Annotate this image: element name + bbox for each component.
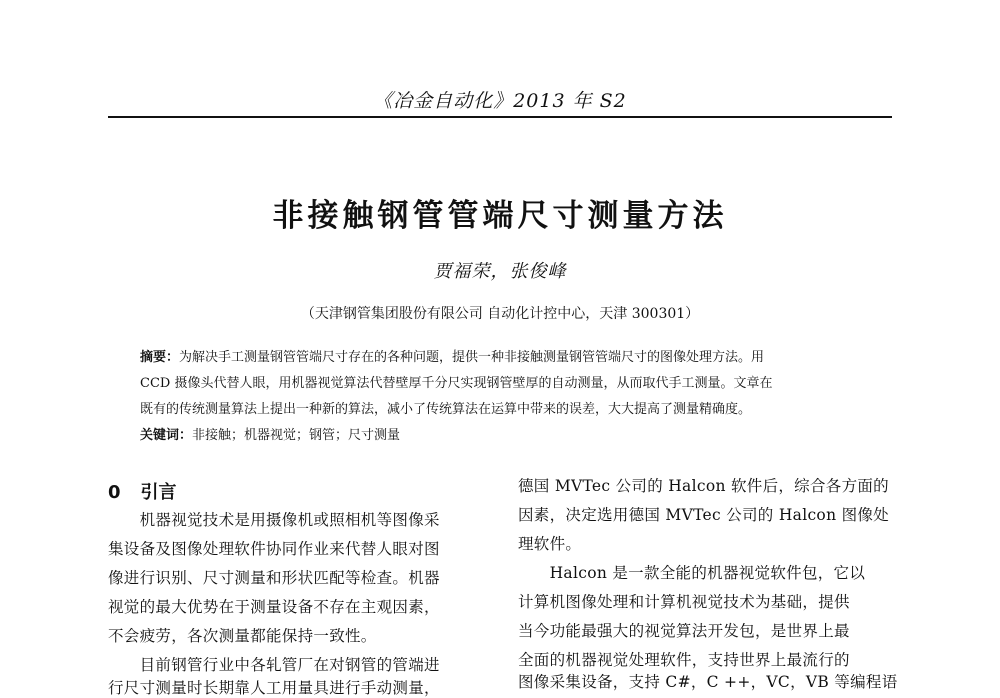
- authors: 贾福荣，张俊峰: [433, 261, 567, 282]
- section-heading: [108, 478, 177, 504]
- section-title: 引言: [140, 482, 177, 503]
- header-rule: [108, 116, 892, 118]
- keywords-line: [140, 424, 880, 443]
- abstract-line-1: [140, 346, 880, 365]
- abstract-line-2: CCD 摄像头代替人眼，用机器视觉算法代替壁厚千分尺实现钢管壁厚的自动测量，从而取代手工测量。文章在: [140, 376, 773, 391]
- right-column-line: 德国 MVTec 公司的 Halcon 软件后，综合各方面的: [518, 477, 889, 495]
- abstract-line-3: 既有的传统测量算法上提出一种新的算法，减小了传统算法在运算中带来的误差，大大提高了测量精确度。: [140, 402, 752, 417]
- right-column-line: 因素，决定选用德国 MVTec 公司的 Halcon 图像处: [518, 506, 889, 524]
- paper-title: 非接触钢管管端尺寸测量方法: [272, 198, 728, 234]
- left-column-line: 行尺寸测量时长期靠人工用量具进行手动测量，: [108, 679, 440, 697]
- right-column-line: 图像采集设备，支持 C#，C ++，VC，VB 等编程语: [518, 673, 898, 691]
- right-column-line: 全面的机器视觉处理软件，支持世界上最流行的: [518, 651, 850, 669]
- keywords-label: 关键词：: [140, 428, 193, 443]
- left-column-line: 视觉的最大优势在于测量设备不存在主观因素，: [108, 598, 440, 616]
- right-column-line: Halcon 是一款全能的机器视觉软件包，它以: [518, 564, 866, 582]
- left-column-line: 集设备及图像处理软件协同作业来代替人眼对图: [108, 540, 440, 558]
- affiliation: （天津钢管集团股份有限公司 自动化计控中心，天津 300301）: [300, 306, 700, 322]
- right-column-line: 计算机图像处理和计算机视觉技术为基础，提供: [518, 593, 850, 611]
- left-column-line: 不会疲劳，各次测量都能保持一致性。: [108, 627, 377, 645]
- abstract-label: 摘要：: [140, 350, 180, 365]
- keywords-text: 非接触；机器视觉；钢管；尺寸测量: [192, 428, 401, 443]
- left-column-line: 目前钢管行业中各轧管厂在对钢管的管端进: [108, 656, 440, 674]
- right-column-line: 当今功能最强大的视觉算法开发包，是世界上最: [518, 622, 850, 640]
- left-column-line: 像进行识别、尺寸测量和形状匹配等检查。机器: [108, 569, 440, 587]
- left-column-line: 机器视觉技术是用摄像机或照相机等图像采: [108, 511, 440, 529]
- section-number: 0: [108, 482, 121, 503]
- journal-header: 《冶金自动化》2013 年 S2: [373, 90, 627, 112]
- right-column-line: 理软件。: [518, 535, 582, 553]
- abstract-text-1: 为解决手工测量钢管管端尺寸存在的各种问题，提供一种非接触测量钢管管端尺寸的图像处理方法。用: [179, 350, 765, 365]
